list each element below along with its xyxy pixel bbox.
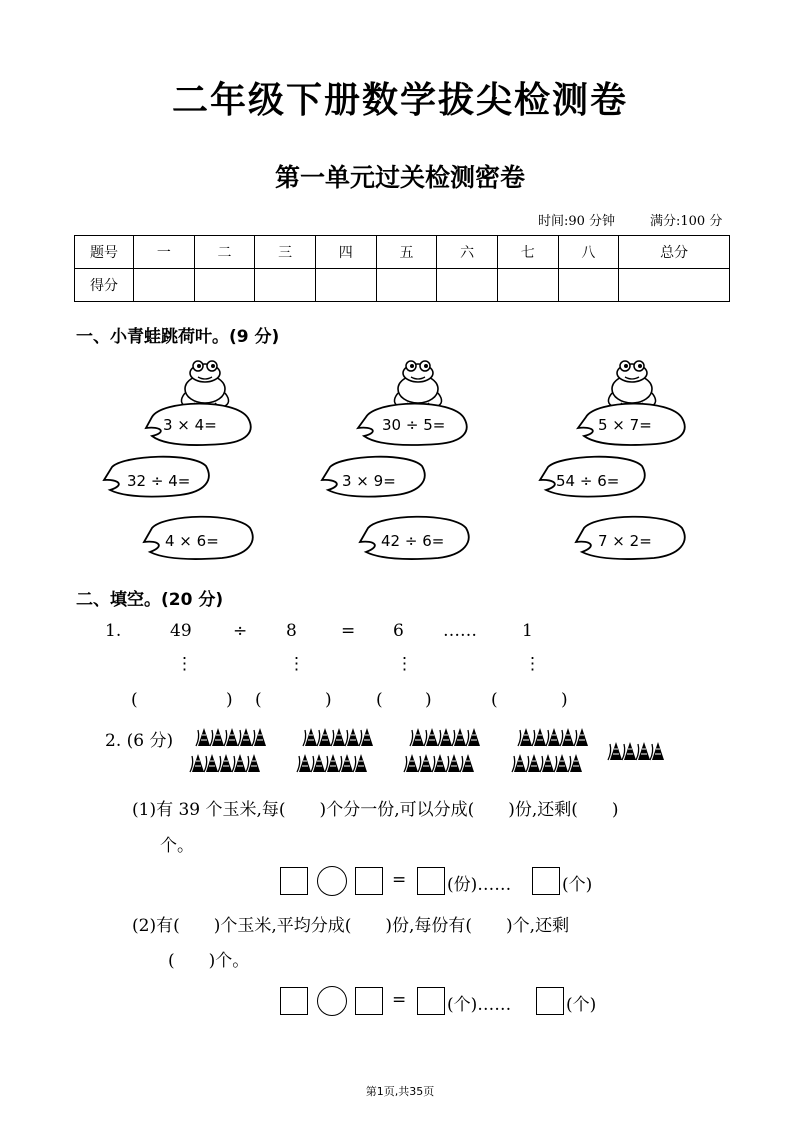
score-cell[interactable] (134, 269, 195, 302)
score-table-header-cell: 题号 (75, 236, 134, 269)
answer-box[interactable] (280, 867, 308, 895)
q1-number: 1. (105, 621, 122, 641)
score-cell[interactable] (619, 269, 730, 302)
lily-pad-expression: 54 ÷ 6= (556, 472, 620, 490)
section1-heading: 一、小青蛙跳荷叶。(9 分) (76, 327, 280, 347)
score-table-score-row (75, 269, 730, 302)
q1-blank-open[interactable]: ( (491, 690, 498, 710)
operator-circle[interactable] (317, 866, 347, 896)
score-cell[interactable] (315, 269, 376, 302)
equation-unit: (个) (566, 995, 597, 1015)
q1-dividend: 49 (170, 621, 192, 641)
equation-equals: = (392, 990, 407, 1010)
q1-blank-close: ) (561, 690, 568, 710)
q1-divisor: 8 (286, 621, 297, 641)
score-row-label: 得分 (75, 269, 134, 302)
corn-group-icon (297, 728, 373, 772)
score-table-header-cell: 三 (255, 236, 316, 269)
answer-box[interactable] (355, 987, 383, 1015)
q2-sub1-line1: (1)有 39 个玉米,每( )个分一份,可以分成( )份,还剩( ) (132, 800, 619, 820)
q1-dots: ⋮ (288, 654, 305, 674)
q1-dots: ⋮ (176, 654, 193, 674)
score-table-header-cell: 七 (497, 236, 558, 269)
page-title: 二年级下册数学拔尖检测卷 (171, 80, 628, 121)
q1-remainder: 1 (522, 621, 533, 641)
equation-unit: (个)…… (447, 995, 512, 1015)
answer-box[interactable] (355, 867, 383, 895)
answer-box[interactable] (536, 987, 564, 1015)
score-table-header-row (75, 236, 730, 269)
lily-pad-expression: 32 ÷ 4= (127, 472, 191, 490)
corn-group-icon (608, 742, 664, 760)
page-footer: 第1页,共35页 (365, 1085, 435, 1098)
equation-unit: (份)…… (447, 875, 512, 895)
q1-divide-sign: ÷ (233, 621, 248, 641)
q1-blank-close: ) (425, 690, 432, 710)
page-subtitle: 第一单元过关检测密卷 (274, 163, 525, 192)
corn-group-icon (404, 728, 480, 772)
score-table-header-cell: 一 (134, 236, 195, 269)
q2-sub1-line2: 个。 (160, 836, 194, 856)
score-cell[interactable] (558, 269, 619, 302)
score-table (74, 235, 730, 302)
time-limit: 时间:90 分钟 (538, 214, 616, 229)
q1-blank-open[interactable]: ( (131, 690, 138, 710)
q1-equals: = (341, 621, 356, 641)
answer-box[interactable] (417, 867, 445, 895)
score-cell[interactable] (376, 269, 437, 302)
lily-pad-expression: 42 ÷ 6= (381, 532, 445, 550)
corn-group-icon (190, 728, 266, 772)
q1-dots: ⋮ (396, 654, 413, 674)
frog-icon (181, 361, 228, 409)
score-cell[interactable] (255, 269, 316, 302)
q1-blank-open[interactable]: ( (255, 690, 262, 710)
operator-circle[interactable] (317, 986, 347, 1016)
lily-pad-expression: 3 × 4= (163, 416, 217, 434)
q1-blank-close: ) (325, 690, 332, 710)
score-table-header-cell: 六 (437, 236, 498, 269)
score-cell[interactable] (497, 269, 558, 302)
corn-illustration (180, 722, 680, 782)
q1-blank-open[interactable]: ( (376, 690, 383, 710)
score-table-header-cell: 总分 (619, 236, 730, 269)
q2-label: 2. (6 分) (105, 731, 174, 751)
equation-unit: (个) (562, 875, 593, 895)
q2-sub2-line1: (2)有( )个玉米,平均分成( )份,每份有( )个,还剩 (132, 916, 570, 936)
lily-pad-expression: 30 ÷ 5= (382, 416, 446, 434)
frog-icon (608, 361, 655, 409)
q2-sub2-line2: ( )个。 (168, 951, 250, 971)
lily-pad-expression: 4 × 6= (165, 532, 219, 550)
lily-pad-expression: 7 × 2= (598, 532, 652, 550)
score-table-header-cell: 五 (376, 236, 437, 269)
score-cell[interactable] (194, 269, 255, 302)
frog-icon (394, 361, 441, 409)
lily-pad-expression: 5 × 7= (598, 416, 652, 434)
section2-heading: 二、填空。(20 分) (76, 590, 224, 610)
answer-box[interactable] (417, 987, 445, 1015)
score-table-header-cell: 二 (194, 236, 255, 269)
equation-equals: = (392, 870, 407, 890)
answer-box[interactable] (280, 987, 308, 1015)
q1-dots: ⋮ (524, 654, 541, 674)
q1-blank-close: ) (226, 690, 233, 710)
full-score: 满分:100 分 (650, 214, 723, 229)
answer-box[interactable] (532, 867, 560, 895)
q1-ellipsis: …… (443, 621, 477, 641)
score-cell[interactable] (437, 269, 498, 302)
corn-group-icon (512, 728, 588, 772)
score-table-header-cell: 八 (558, 236, 619, 269)
lily-pad-expression: 3 × 9= (342, 472, 396, 490)
q1-quotient: 6 (393, 621, 404, 641)
score-table-header-cell: 四 (315, 236, 376, 269)
